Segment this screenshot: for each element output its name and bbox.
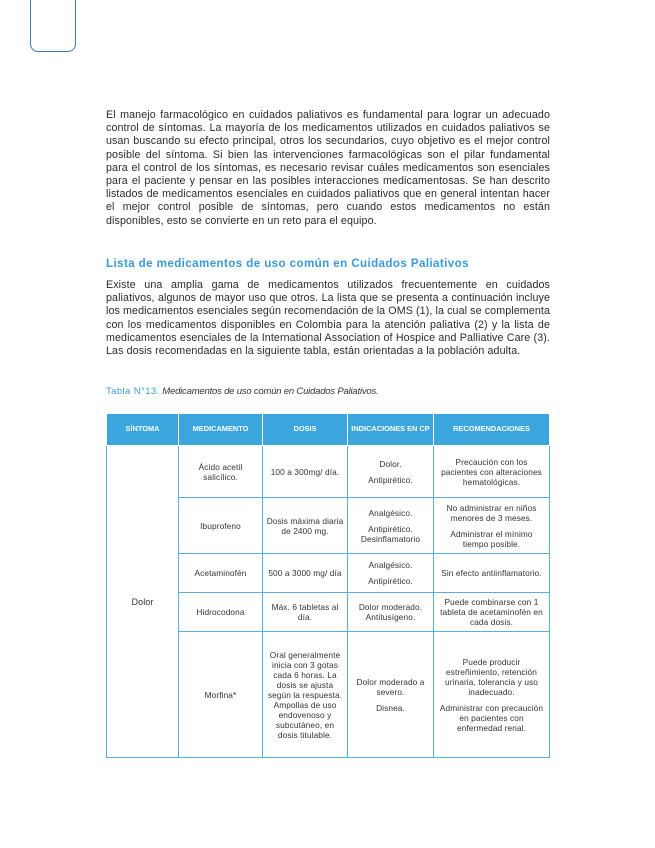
medicamento-cell: Ácido acetil salicílico. <box>179 446 263 498</box>
header-medicamento: MEDICAMENTO <box>179 414 263 446</box>
recomendacion-text: Sin efecto antiinflamatorio. <box>441 568 542 578</box>
table-header-row <box>107 414 550 446</box>
recomendacion-text: Precaución con los pacientes con alteraciones hematológicas. <box>441 456 542 487</box>
medications-table <box>106 413 550 758</box>
recomendaciones-cell <box>434 554 550 593</box>
medicamento-cell: Ibuprofeno <box>179 498 263 554</box>
section-title: Lista de medicamentos de uso común en Cuidados Paliativos <box>106 257 469 270</box>
table-caption-label: Tabla N°13. <box>106 386 160 397</box>
recomendaciones-cell <box>434 498 550 554</box>
indicaciones-cell <box>348 498 434 554</box>
dosis-cell: 100 a 300mg/ día. <box>263 446 348 498</box>
dosis-cell: Oral generalmente inicia con 3 gotas cada 6 horas. La dosis se ajusta según la respuesta. Ampollas de uso endovenoso y subcutáneo, en dosis titulable. <box>263 632 348 758</box>
sintoma-cell: Dolor <box>107 446 179 758</box>
indicaciones-cell <box>348 446 434 498</box>
dosis-cell: Dosis máxima diaria de 2400 mg. <box>263 498 348 554</box>
indicacion-text: Disnea. <box>376 702 405 713</box>
recomendacion-text: Administrar con precaución en pacientes con enfermedad renal. <box>439 702 544 733</box>
indicacion-text: Dolor moderado a severo. <box>356 676 425 697</box>
medicamento-cell: Morfina* <box>179 632 263 758</box>
dosis-cell: 500 a 3000 mg/ día <box>263 554 348 593</box>
recomendaciones-cell <box>434 632 550 758</box>
intro-paragraph: El manejo farmacológico en cuidados paliativos es fundamental para lograr un adecuado control de síntomas. La mayoría de los medicamentos utilizados en cuidados paliativos se usan buscando su efecto principal, otros los secundarios, cuyo objetivo es el mejor control posible del síntoma. Si bien las intervenciones farmacológicas son el pilar fundamental para el control de los síntomas, es necesario revisar cuáles medicamentos son esenciales para el paciente y pensar en las posibles interacciones medicamentosas. Se han descrito listados de medicamentos esenciales en cuidados paliativos que en general intentan hacer el mejor control posible de síntomas, pero cuando estos medicamentos no están disponibles, esto se convierte en un reto para el equipo. <box>106 109 550 227</box>
indicaciones-cell <box>348 632 434 758</box>
header-indicaciones: INDICACIONES EN CP <box>348 414 434 446</box>
header-dosis: DOSIS <box>263 414 348 446</box>
dosis-cell: Máx. 6 tabletas al día. <box>263 593 348 632</box>
indicacion-text: Analgésico. <box>368 507 413 518</box>
indicacion-text: Antipirético. <box>368 576 413 586</box>
indicaciones-cell <box>348 554 434 593</box>
recomendacion-text: No administrar en niños menores de 3 meses. <box>446 502 537 523</box>
recomendacion-text: Puede producir estreñimiento, retención urinaria, tolerancia y uso inadecuado. <box>445 656 538 697</box>
header-recomendaciones: RECOMENDACIONES <box>434 414 550 446</box>
header-sintoma: SÍNTOMA <box>107 414 179 446</box>
indicacion-text: Dolor moderado. Antitusígeno. <box>358 602 423 622</box>
recomendacion-text: Administrar el mínimo tiempo posible. <box>450 528 533 549</box>
list-description-paragraph: Existe una amplia gama de medicamentos utilizados frecuentemente en cuidados paliativos, algunos de mayor uso que otros. La lista que se presenta a continuación incluye los medicamentos esenciales según recomendación de la OMS (1), la cual se complementa con los medicamentos disponibles en Colombia para la atención paliativa (2) y la lista de medicamentos esenciales de la International Association of Hospice and Palliative Care (3). Las dosis recomendadas en la siguiente tabla, están orientadas a la población adulta. <box>106 279 550 358</box>
table-caption-text: Medicamentos de uso común en Cuidados Paliativos. <box>162 386 379 397</box>
medicamento-cell: Acetaminofén <box>179 554 263 593</box>
page-corner-tab <box>30 0 76 52</box>
table-caption <box>106 386 378 397</box>
indicacion-text: Antipirético. Desinflamatorio <box>360 523 421 544</box>
indicacion-text: Dolor. <box>379 458 402 469</box>
recomendacion-text: Puede combinarse con 1 tableta de acetaminofén en cada dosis. <box>440 597 543 627</box>
indicaciones-cell <box>348 593 434 632</box>
indicacion-text: Analgésico. <box>368 560 413 570</box>
medicamento-cell: Hidrocodona <box>179 593 263 632</box>
table-row <box>107 446 550 498</box>
recomendaciones-cell <box>434 446 550 498</box>
indicacion-text: Antipirético. <box>368 474 413 485</box>
recomendaciones-cell <box>434 593 550 632</box>
